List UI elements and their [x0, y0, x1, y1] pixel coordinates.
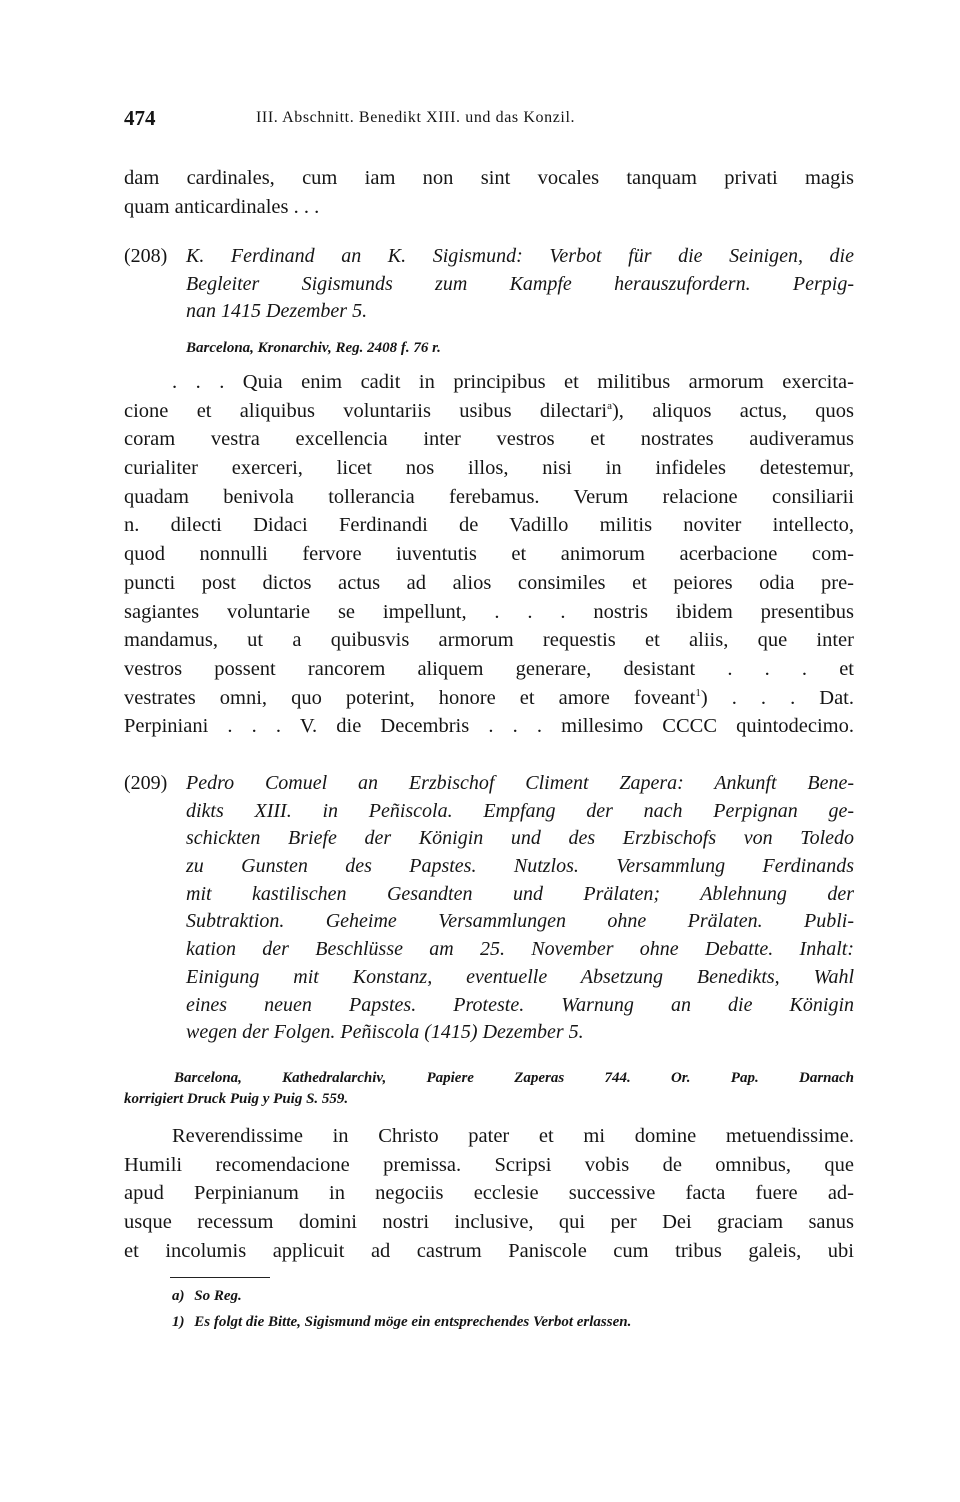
- entry-208-body: [124, 368, 854, 741]
- footnote-mark-1: 1: [695, 686, 701, 699]
- text-segment: cione et aliquibus voluntariis usibus dilectari: [124, 399, 608, 422]
- entry-line: mit kastilischen Gesandten und Prälaten; Ablehnung der: [186, 882, 854, 905]
- text-line: apud Perpinianum in negociis ecclesie successive facta fuere ad-: [124, 1182, 854, 1205]
- entry-209-heading: [124, 770, 854, 1047]
- entry-number: (208): [124, 245, 168, 267]
- text-segment: vestrates omni, quo poterint, honore et amore foveant: [124, 686, 696, 709]
- entry-line: schickten Briefe der Königin und des Erzbischofs von Toledo: [186, 827, 854, 850]
- text-line: quam anticardinales . . .: [124, 195, 320, 218]
- text-line: Reverendissime in Christo pater et mi domine metuendissime.: [172, 1125, 854, 1147]
- text-line: et incolumis applicuit ad castrum Paniscole cum tribus galeis, ubi: [124, 1239, 854, 1262]
- entry-line: nan 1415 Dezember 5.: [186, 300, 368, 323]
- footnote-text: Es folgt die Bitte, Sigismund möge ein entsprechendes Verbot erlassen.: [194, 1314, 632, 1330]
- page-number: 474: [124, 106, 156, 130]
- entry-208-heading: [124, 243, 854, 326]
- footnote-marker: a): [172, 1288, 185, 1304]
- running-title: III. Abschnitt. Benedikt XIII. und das Konzil.: [256, 109, 576, 126]
- text-line: Perpiniani . . . V. die Decembris . . . millesimo CCCC quintodecimo.: [124, 715, 854, 738]
- entry-line: K. Ferdinand an K. Sigismund: Verbot für die Seinigen, die: [186, 245, 854, 267]
- entry-line: Einigung mit Konstanz, eventuelle Absetzung Benedikts, Wahl: [186, 965, 854, 988]
- entry-209-source: [124, 1068, 854, 1110]
- text-line: curialiter exerceri, licet nos illos, nisi in infideles detestemur,: [124, 457, 854, 480]
- entry-line: zu Gunsten des Papstes. Nutzlos. Versammlung Ferdinands: [186, 855, 854, 878]
- entry-line: dikts XIII. in Peñiscola. Empfang der nach Perpignan ge-: [186, 799, 854, 822]
- footnote-mark-a: a: [607, 399, 612, 412]
- entry-line: Subtraktion. Geheime Versammlungen ohne Prälaten. Publi-: [186, 910, 854, 933]
- intro-paragraph: [124, 164, 854, 221]
- source-line: Barcelona, Kathedralarchiv, Papiere Zaperas 744. Or. Pap. Darnach: [174, 1070, 854, 1086]
- source-line: korrigiert Druck Puig y Puig S. 559.: [124, 1091, 349, 1107]
- entry-208-source: [186, 338, 586, 359]
- text-line: quod nonnulli fervore iuventutis et animorum acerbacione com-: [124, 543, 854, 566]
- text-line: coram vestra excellencia inter vestros et nostrates audiveramus: [124, 428, 854, 451]
- entry-line: eines neuen Papstes. Proteste. Warnung an die Königin: [186, 993, 854, 1016]
- text-line: [124, 397, 854, 426]
- footnote-marker: 1): [172, 1314, 185, 1330]
- text-line: quadam benivola tollerancia ferebamus. Verum relacione consiliarii: [124, 485, 854, 508]
- text-line: . . . Quia enim cadit in principibus et militibus armorum exercita-: [172, 371, 854, 393]
- entry-209-body: [124, 1122, 854, 1265]
- entry-number: (209): [124, 772, 168, 794]
- text-line: usque recessum domini nostri inclusive, qui per Dei graciam sanus: [124, 1211, 854, 1234]
- text-line: Humili recomendacione premissa. Scripsi vobis de omnibus, que: [124, 1153, 854, 1176]
- entry-line: Begleiter Sigismunds zum Kampfe herauszufordern. Perpig-: [186, 272, 854, 295]
- text-line: vestros possent rancorem aliquem generare, desistant . . . et: [124, 657, 854, 680]
- entry-line: wegen der Folgen. Peñiscola (1415) Dezember 5.: [186, 1021, 584, 1044]
- page-header: [124, 106, 854, 134]
- text-line: sagiantes voluntarie se impellunt, . . . nostris ibidem presentibus: [124, 600, 854, 623]
- text-line: dam cardinales, cum iam non sint vocales tanquam privati magis: [124, 167, 854, 189]
- entry-line: Pedro Comuel an Erzbischof Climent Zapera: Ankunft Bene-: [186, 772, 854, 794]
- source-line: Barcelona, Kronarchiv, Reg. 2408 f. 76 r.: [186, 340, 441, 356]
- footnote-a: [172, 1286, 242, 1306]
- text-line: [124, 684, 854, 713]
- entry-line: kation der Beschlüsse am 25. November ohne Debatte. Inhalt:: [186, 938, 854, 961]
- text-line: puncti post dictos actus ad alios consimiles et peiores odia pre-: [124, 571, 854, 594]
- footnote-text: So Reg.: [194, 1288, 242, 1304]
- footnote-1: [172, 1312, 631, 1332]
- text-line: n. dilecti Didaci Ferdinandi de Vadillo militis noviter intellecto,: [124, 514, 854, 537]
- footnote-divider: [170, 1277, 270, 1278]
- text-line: mandamus, ut a quibusvis armorum requestis et aliis, que inter: [124, 629, 854, 652]
- text-segment: ), aliquos actus, quos: [611, 399, 854, 422]
- text-segment: ) . . . Dat.: [700, 686, 854, 709]
